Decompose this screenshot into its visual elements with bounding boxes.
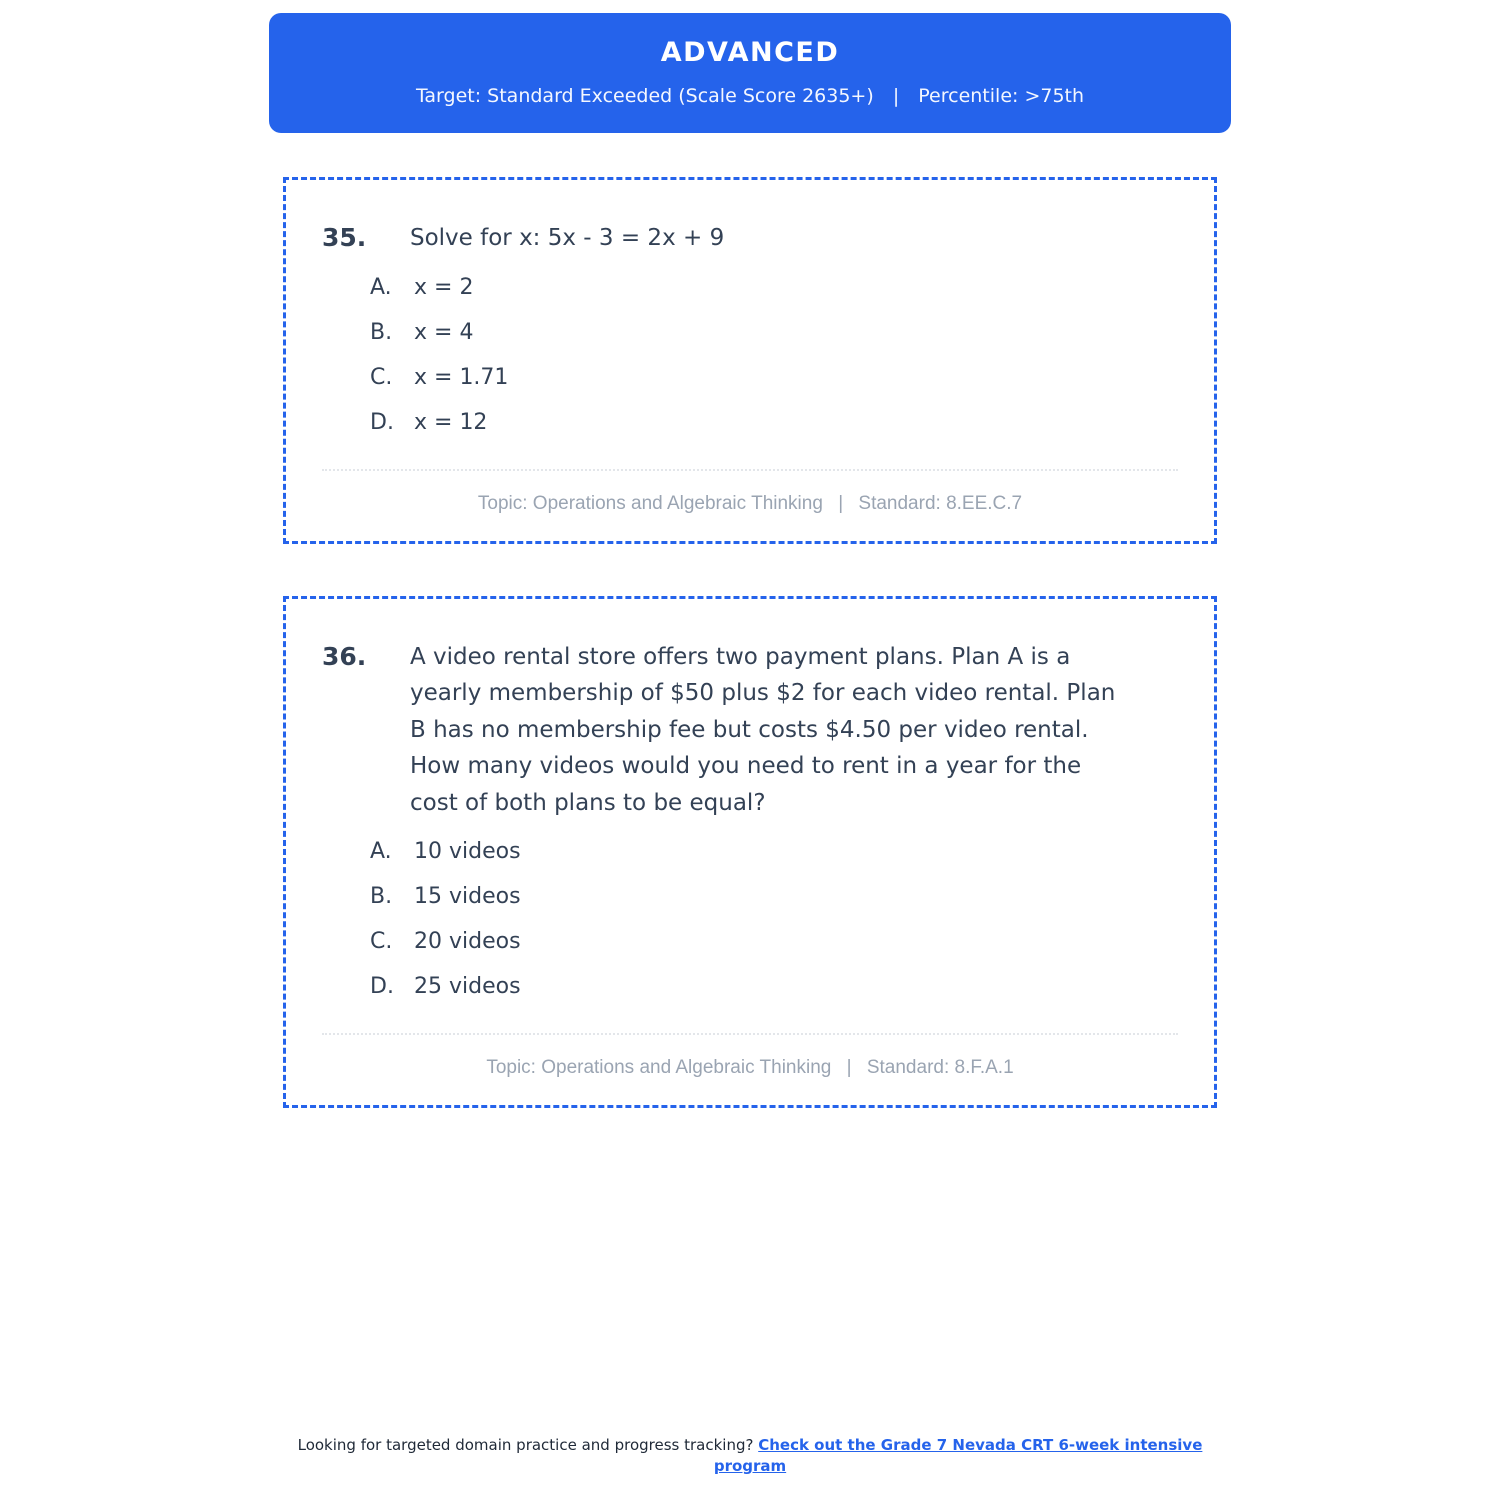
option-text: x = 4 — [414, 319, 474, 345]
footer-text: Looking for targeted domain practice and progress tracking? — [297, 1435, 759, 1454]
option-letter: C. — [370, 929, 393, 954]
option-d — [322, 409, 1178, 437]
question-text: Solve for x: 5x - 3 = 2x + 9 — [410, 225, 725, 251]
target-text: Target: Standard Exceeded (Scale Score 2635+) — [415, 85, 874, 107]
option-text: 20 videos — [414, 929, 521, 954]
standard-text: Standard: 8.F.A.1 — [866, 1057, 1014, 1078]
card-divider — [322, 469, 1178, 471]
option-text: 15 videos — [414, 884, 521, 909]
standard-text: Standard: 8.EE.C.7 — [858, 492, 1023, 514]
option-text: 10 videos — [414, 839, 521, 864]
question-number: 35. — [322, 223, 367, 252]
option-text: x = 2 — [414, 274, 474, 300]
topic-standard-line — [322, 493, 1178, 515]
option-text: x = 1.71 — [414, 364, 509, 390]
question-card-36 — [283, 596, 1217, 1109]
option-d — [322, 973, 1178, 1001]
level-subtitle — [289, 85, 1211, 107]
option-c — [322, 928, 1178, 956]
option-letter: B. — [370, 319, 393, 345]
options-list — [322, 838, 1178, 1001]
topic-standard-line — [322, 1057, 1178, 1079]
percentile-text: Percentile: >75th — [918, 85, 1085, 107]
option-letter: D. — [370, 409, 394, 435]
subtitle-separator: | — [892, 85, 900, 107]
level-title: ADVANCED — [660, 37, 840, 68]
footer-program-link[interactable]: Check out the Grade 7 Nevada CRT 6-week intensive program — [713, 1435, 1203, 1476]
question-row — [322, 220, 1178, 257]
option-letter: C. — [370, 364, 393, 390]
topic-text: Topic: Operations and Algebraic Thinking — [486, 1057, 832, 1078]
option-letter: A. — [370, 274, 392, 300]
option-a — [322, 838, 1178, 866]
option-text: 25 videos — [414, 974, 521, 999]
option-letter: B. — [370, 884, 393, 909]
topic-separator: | — [838, 492, 844, 514]
option-c — [322, 364, 1178, 392]
footer — [275, 1435, 1225, 1500]
question-row — [322, 639, 1178, 822]
question-card-35 — [283, 177, 1217, 544]
option-letter: D. — [370, 974, 394, 999]
level-banner — [269, 13, 1231, 133]
question-text: A video rental store offers two payment plans. Plan A is a yearly membership of $50 plus $2 for each video rental. Plan B has no membership fee but costs $4.50 per video rental. How many videos would you need to rent in a year for the cost of both plans to be equal? — [410, 643, 1116, 816]
option-b — [322, 883, 1178, 911]
topic-separator: | — [846, 1057, 852, 1078]
card-divider — [322, 1033, 1178, 1035]
option-text: x = 12 — [414, 409, 488, 435]
option-a — [322, 274, 1178, 302]
topic-text: Topic: Operations and Algebraic Thinking — [477, 492, 823, 514]
option-b — [322, 319, 1178, 347]
question-number: 36. — [322, 641, 367, 671]
option-letter: A. — [370, 839, 392, 864]
options-list — [322, 274, 1178, 437]
